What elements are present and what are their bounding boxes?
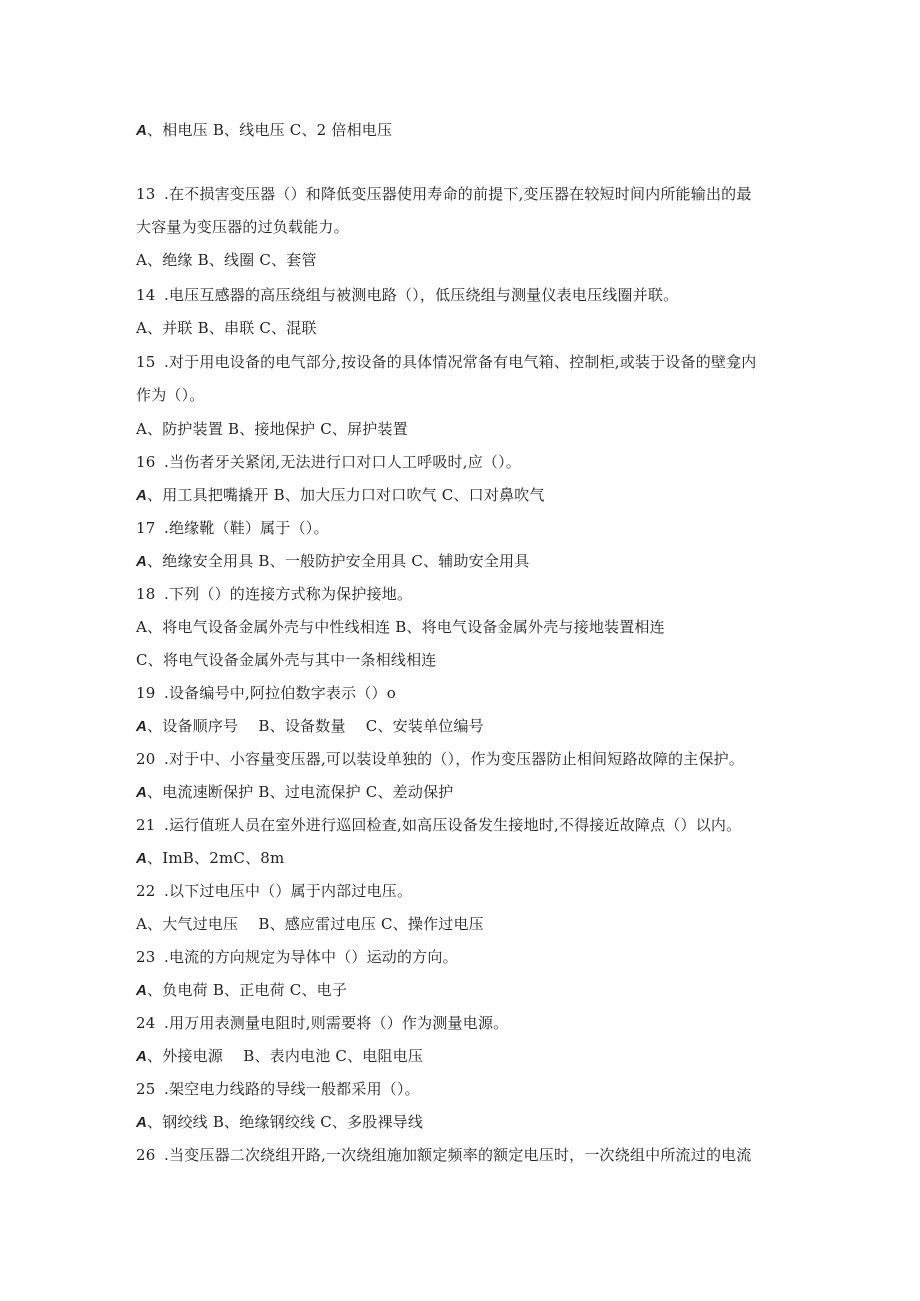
- option-line: C、将电气设备金属外壳与其中一条相线相连: [136, 651, 437, 669]
- question-continuation: 作为（）。: [136, 386, 205, 404]
- option-line: A、电流速断保护 B、过电流保护 C、差动保护: [136, 783, 454, 801]
- question-23: 23 .电流的方向规定为导体中（）运动的方向。: [136, 948, 458, 966]
- question-22: 22 .以下过电压中（）属于内部过电压。: [136, 882, 413, 900]
- question-13: 13 .在不损害变压器（）和降低变压器使用寿命的前提下,变压器在较短时间内所能输出的最: [136, 185, 752, 203]
- question-15: 15 .对于用电设备的电气部分,按设备的具体情况常备有电气箱、控制柜,或装于设备的壁龛内: [136, 353, 757, 371]
- option-line: A、钢绞线 B、绝缘钢绞线 C、多股裸导线: [136, 1113, 424, 1131]
- question-25: 25 .架空电力线路的导线一般都采用（）。: [136, 1080, 420, 1098]
- option-line: A、设备顺序号 B、设备数量 C、安装单位编号: [136, 717, 484, 735]
- option-line: A、绝缘 B、线圈 C、套管: [136, 251, 317, 269]
- question-26: 26 .当变压器二次绕组开路,一次绕组施加额定频率的额定电压时，一次绕组中所流过的电流: [136, 1146, 752, 1164]
- option-line: A、用工具把嘴撬开 B、加大压力口对口吹气 C、口对鼻吹气: [136, 486, 545, 504]
- option-line: A、绝缘安全用具 B、一般防护安全用具 C、辅助安全用具: [136, 552, 530, 570]
- question-continuation: 大容量为变压器的过负载能力。: [136, 218, 349, 236]
- question-16: 16 .当伤者牙关紧闭,无法进行口对口人工呼吸时,应（）。: [136, 453, 522, 471]
- question-24: 24 .用万用表测量电阻时,则需要将（）作为测量电源。: [136, 1014, 509, 1032]
- option-line: A、外接电源 B、表内电池 C、电阻电压: [136, 1047, 424, 1065]
- option-line: A、ImB、2mC、8m: [136, 849, 285, 867]
- option-line: A、相电压 B、线电压 C、2 倍相电压: [136, 121, 393, 139]
- option-line: A、将电气设备金属外壳与中性线相连 B、将电气设备金属外壳与接地装置相连: [136, 618, 665, 636]
- option-line: A、防护装置 B、接地保护 C、屏护装置: [136, 420, 408, 438]
- question-18: 18 .下列（）的连接方式称为保护接地。: [136, 585, 413, 603]
- question-17: 17 .绝缘靴（鞋）属于（）。: [136, 519, 329, 537]
- question-21: 21 .运行值班人员在室外进行巡回检查,如高压设备发生接地时,不得接近故障点（）以内。: [136, 816, 742, 834]
- question-14: 14 .电压互感器的高压绕组与被测电路（），低压绕组与测量仪表电压线圈并联。: [136, 286, 679, 304]
- option-line: A、大气过电压 B、感应雷过电压 C、操作过电压: [136, 915, 484, 933]
- option-line: A、负电荷 B、正电荷 C、电子: [136, 981, 348, 999]
- option-line: A、并联 B、串联 C、混联: [136, 319, 317, 337]
- question-20: 20 .对于中、小容量变压器,可以装设单独的（），作为变压器防止相间短路故障的主保护。: [136, 750, 745, 768]
- question-19: 19 .设备编号中,阿拉伯数字表示（）o: [136, 684, 396, 702]
